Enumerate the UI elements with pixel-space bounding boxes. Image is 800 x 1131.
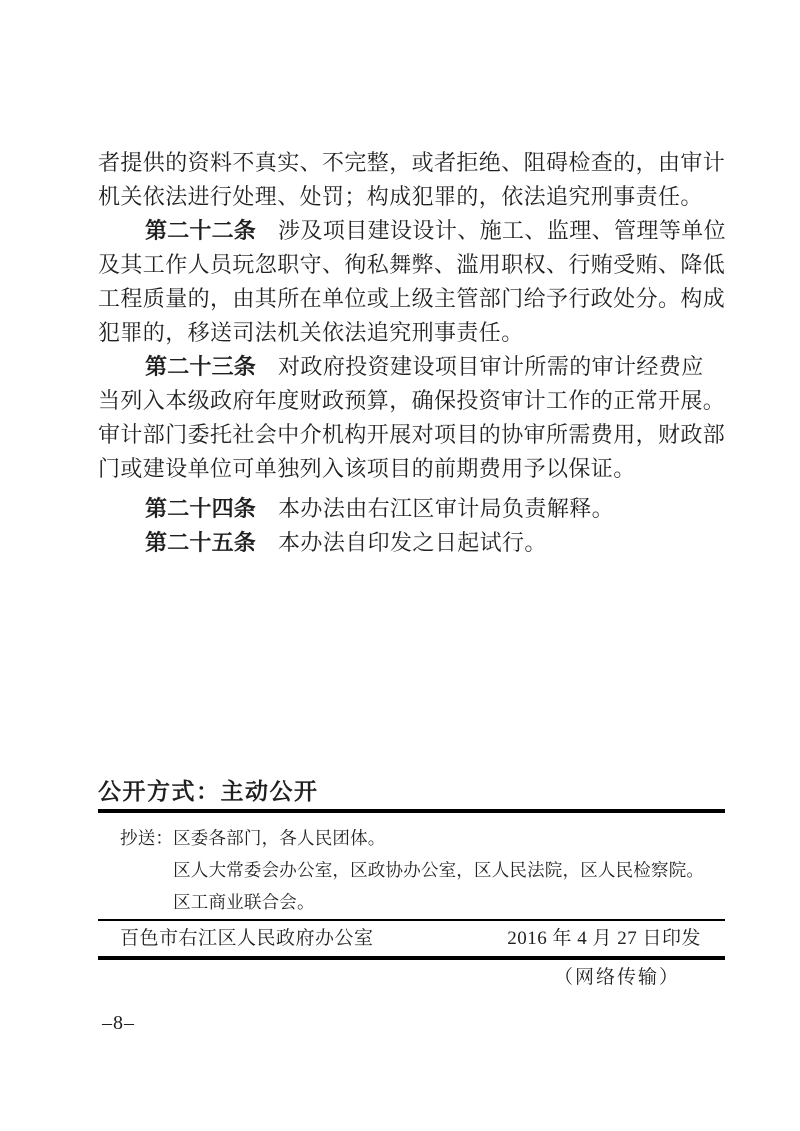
distribution-block: [120, 822, 720, 918]
body-line-text: 当列入本级政府年度财政预算，确保投资审计工作的正常开展。: [98, 388, 726, 413]
body-line-text: 对政府投资建设项目审计所需的审计经费应: [278, 354, 704, 379]
body-line-text: 犯罪的，移送司法机关依法追究刑事责任。: [98, 320, 524, 345]
distribution-line: 区人大常委会办公室，区政协办公室，区人民法院，区人民检察院。: [173, 860, 705, 880]
distribution-line: 区工商业联合会。: [173, 892, 315, 912]
article-number: 第二十二条: [145, 218, 257, 243]
body-line: [98, 146, 725, 180]
distribution-label: 抄送：: [120, 828, 174, 848]
body-line-text: 机关依法进行处理、处罚；构成犯罪的，依法追究刑事责任。: [98, 184, 703, 209]
colophon-bottom-rule: [98, 956, 725, 960]
page-number: –8–: [102, 1012, 135, 1034]
body-line: [98, 316, 725, 350]
print-date: 2016 年 4 月 27 日印发: [507, 928, 701, 949]
body-line-text: 门或建设单位可单独列入该项目的前期费用予以保证。: [98, 456, 636, 481]
publication-rule: [98, 809, 725, 813]
body-line-text: 审计部门委托社会中介机构开展对项目的协审所需费用，财政部: [98, 422, 726, 447]
body-line-text: 及其工作人员玩忽职守、徇私舞弊、滥用职权、行贿受贿、降低: [98, 252, 726, 277]
issuing-office: 百色市右江区人民政府办公室: [120, 928, 374, 949]
body-line-text: 本办法由右江区审计局负责解释。: [278, 496, 615, 521]
body-line: [98, 282, 725, 316]
body-line: [98, 384, 725, 418]
colophon-row: [98, 921, 725, 956]
distribution-line: 区委各部门，各人民团体。: [173, 828, 386, 848]
document-body: [98, 146, 725, 560]
body-line-text: 工程质量的，由其所在单位或上级主管部门给予行政处分。构成: [98, 286, 726, 311]
body-line-text: 者提供的资料不真实、不完整，或者拒绝、阻碍检查的，由审计: [98, 150, 726, 175]
body-line: [98, 492, 725, 526]
transmission-note: （网络传输）: [553, 967, 680, 988]
body-line-text: 涉及项目建设设计、施工、监理、管理等单位: [278, 218, 727, 243]
article-number: 第二十三条: [145, 354, 257, 379]
body-line: [98, 452, 725, 486]
article-number: 第二十五条: [145, 530, 257, 555]
publication-method: 公开方式：主动公开: [98, 778, 319, 804]
body-line: [98, 418, 725, 452]
distribution-lines: [173, 822, 704, 918]
body-line: [98, 350, 725, 384]
body-line: [98, 180, 725, 214]
article-number: 第二十四条: [145, 496, 257, 521]
body-line-text: 本办法自印发之日起试行。: [278, 530, 547, 555]
body-line: [98, 248, 725, 282]
body-line: [98, 526, 725, 560]
body-line: [98, 214, 725, 248]
